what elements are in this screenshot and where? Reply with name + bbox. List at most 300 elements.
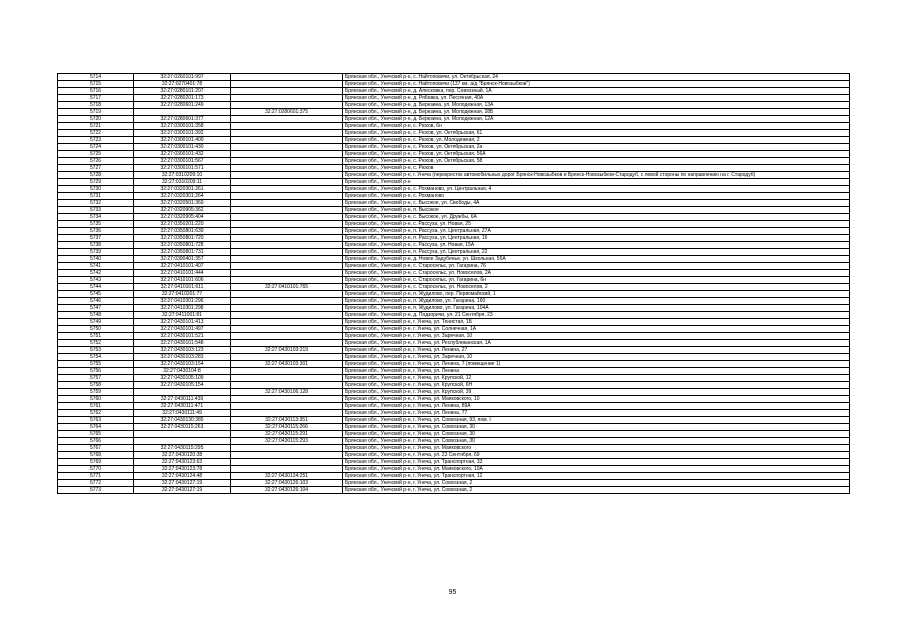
object-number-cell <box>231 95 343 102</box>
table-row <box>58 151 850 158</box>
object-number-cell <box>231 256 343 263</box>
cadastral-number-cell: 32:27:0280201:173 <box>134 95 231 102</box>
cadastral-number-cell: 32:27:0430115:295 <box>134 445 231 452</box>
cadastral-number-cell: 32:27:0320501:369 <box>134 200 231 207</box>
table-row <box>58 312 850 319</box>
row-number-cell: 5738 <box>58 242 134 249</box>
cadastral-number-cell: 32:27:0430105:109 <box>134 375 231 382</box>
object-number-cell <box>231 340 343 347</box>
object-number-cell: 32:27:0430115:293 <box>231 438 343 445</box>
object-number-cell <box>231 382 343 389</box>
cadastral-number-cell: 32:27:0410301:296 <box>134 298 231 305</box>
address-cell: Брянская обл., Унечский р-н, г. Унеча, ул. Совхозная, 30 <box>343 424 850 431</box>
object-number-cell <box>231 186 343 193</box>
cadastral-number-cell <box>134 109 231 116</box>
cadastral-number-cell: 32:27:0430111:439 <box>134 396 231 403</box>
row-number-cell: 5755 <box>58 361 134 368</box>
cadastral-number-cell: 32:27:0390401:357 <box>134 256 231 263</box>
table-row <box>58 116 850 123</box>
table-row <box>58 403 850 410</box>
row-number-cell: 5765 <box>58 431 134 438</box>
table-row <box>58 144 850 151</box>
table-row <box>58 368 850 375</box>
row-number-cell: 5715 <box>58 81 134 88</box>
cadastral-number-cell: 32:27:0430124:48 <box>134 473 231 480</box>
table-row <box>58 74 850 81</box>
table-row <box>58 326 850 333</box>
row-number-cell: 5740 <box>58 256 134 263</box>
cadastral-number-cell <box>134 438 231 445</box>
object-number-cell: 32:27:0410101:765 <box>231 284 343 291</box>
object-number-cell <box>231 221 343 228</box>
address-cell: Брянская обл., Унечский р-н, с. Рохманово <box>343 193 850 200</box>
table-body <box>58 74 850 494</box>
row-number-cell: 5754 <box>58 354 134 361</box>
page-number: 95 <box>448 589 457 596</box>
object-number-cell: 32:27:0430126:103 <box>231 480 343 487</box>
table-row <box>58 263 850 270</box>
row-number-cell: 5749 <box>58 319 134 326</box>
address-cell: Брянская обл., Унечский р-н, г. Унеча, ул. Транспортная, 33 <box>343 459 850 466</box>
table-row <box>58 291 850 298</box>
row-number-cell: 5731 <box>58 193 134 200</box>
row-number-cell: 5748 <box>58 312 134 319</box>
row-number-cell: 5723 <box>58 137 134 144</box>
table-row <box>58 389 850 396</box>
address-cell: Брянская обл., Унечский р-н, п. Рассуха, ул. Центральная, 27А <box>343 228 850 235</box>
row-number-cell: 5739 <box>58 249 134 256</box>
object-number-cell: 32:27:0430115:291 <box>231 431 343 438</box>
address-cell: Брянская обл., Унечский р-н, с. Рюхов, ул. Октябрьская, 2а <box>343 144 850 151</box>
cadastral-number-cell: 32:27:0350801:639 <box>134 228 231 235</box>
object-number-cell <box>231 200 343 207</box>
object-number-cell <box>231 123 343 130</box>
row-number-cell: 5752 <box>58 340 134 347</box>
object-number-cell <box>231 403 343 410</box>
object-number-cell <box>231 74 343 81</box>
address-cell: Брянская обл., Унечский р-н, п. Жудилово, ул. Гагарина, 160 <box>343 298 850 305</box>
object-number-cell: 32:27:0430124:251 <box>231 473 343 480</box>
cadastral-number-cell: 32:27:0430105:154 <box>134 382 231 389</box>
object-number-cell <box>231 333 343 340</box>
table-row <box>58 445 850 452</box>
table-row <box>58 466 850 473</box>
address-cell: Брянская обл., Унечский р-н, г. Унеча, ул. Тенистая, 1Б <box>343 319 850 326</box>
row-number-cell: 5756 <box>58 368 134 375</box>
address-cell: Брянская обл., Унечский р-н, г. Унеча, ул. Маяковского, 10 <box>343 396 850 403</box>
address-cell: Брянская обл., Унечский р-н, г. Унеча, ул. Крупской, 6Н <box>343 382 850 389</box>
cadastral-number-cell: 32:27:0430101:413 <box>134 319 231 326</box>
cadastral-number-cell: 32:27:0280601:249 <box>134 102 231 109</box>
cadastral-number-cell: 32:27:0411001:81 <box>134 312 231 319</box>
object-number-cell <box>231 326 343 333</box>
object-number-cell <box>231 165 343 172</box>
cadastral-number-cell: 32:27:0350801:728 <box>134 242 231 249</box>
row-number-cell: 5714 <box>58 74 134 81</box>
table-row <box>58 242 850 249</box>
row-number-cell: 5732 <box>58 200 134 207</box>
object-number-cell: 32:27:0430126:104 <box>231 487 343 494</box>
address-cell: Брянская обл., Унечский р-н, с. Рюхов, ул. Молодежная, 2 <box>343 137 850 144</box>
object-number-cell <box>231 144 343 151</box>
row-number-cell: 5773 <box>58 487 134 494</box>
address-cell: Брянская обл., Унечский р-н, с. Рассуха, ул. Новая, 25 <box>343 221 850 228</box>
address-cell: Брянская обл., Унечский р-н, с. Старосельє, ул. Гагарина, 6н <box>343 277 850 284</box>
cadastral-number-cell: 32:27:0430104:8 <box>134 368 231 375</box>
table-row <box>58 165 850 172</box>
cadastral-number-cell: 32:27:0300101:400 <box>134 137 231 144</box>
address-cell: Брянская обл., Унечский р-н, с. Рохманово, ул. Центральная, 4 <box>343 186 850 193</box>
table-row <box>58 109 850 116</box>
table-row <box>58 438 850 445</box>
address-cell: Брянская обл., Унечский р-н, г. Унеча, ул. Совхозная, 93, пом. I <box>343 417 850 424</box>
cadastral-number-cell: 32:27:0430127:19 <box>134 487 231 494</box>
table-row <box>58 179 850 186</box>
row-number-cell: 5736 <box>58 228 134 235</box>
address-cell: Брянская обл., Унечский р-н, д. Березина, ул. Молодежная, 12А <box>343 116 850 123</box>
row-number-cell: 5722 <box>58 130 134 137</box>
row-number-cell: 5724 <box>58 144 134 151</box>
cadastral-number-cell: 32:27:0300101:392 <box>134 130 231 137</box>
cadastral-number-cell: 32:27:0430101:548 <box>134 340 231 347</box>
row-number-cell: 5751 <box>58 333 134 340</box>
object-number-cell <box>231 277 343 284</box>
table-row <box>58 284 850 291</box>
object-number-cell <box>231 312 343 319</box>
table-row <box>58 137 850 144</box>
cadastral-number-cell: 32:27:0300101:358 <box>134 123 231 130</box>
table-row <box>58 319 850 326</box>
row-number-cell: 5759 <box>58 389 134 396</box>
address-cell: Брянская обл., Унечский р-н, д. Новое Задубенье, ул. Школьная, 55А <box>343 256 850 263</box>
table-row <box>58 459 850 466</box>
address-cell: Брянская обл., Унечский р-н, с. Старосельє, ул. Новоселов, 2А <box>343 270 850 277</box>
table-row <box>58 361 850 368</box>
object-number-cell <box>231 102 343 109</box>
table-row <box>58 375 850 382</box>
cadastral-number-cell: 32:27:0430101:497 <box>134 326 231 333</box>
address-cell: Брянская обл., Унечский р-н, г. Унеча, ул. Республиканская, 1А <box>343 340 850 347</box>
object-number-cell <box>231 130 343 137</box>
row-number-cell: 5768 <box>58 452 134 459</box>
address-cell: Брянская обл., Унечский р-н, с. Рассуха, ул. Новая, 15А <box>343 242 850 249</box>
table-row <box>58 298 850 305</box>
row-number-cell: 5757 <box>58 375 134 382</box>
cadastral-number-cell: 32:27:0410101:444 <box>134 270 231 277</box>
table-row <box>58 221 850 228</box>
address-cell: Брянская обл., Унечский р-н, п. Рассуха, ул. Центральная, 22 <box>343 249 850 256</box>
table-row <box>58 235 850 242</box>
address-cell: Брянская обл., Унечский р-н, г. Унеча, ул. Заречная, 10 <box>343 333 850 340</box>
row-number-cell: 5744 <box>58 284 134 291</box>
object-number-cell: 32:27:0430115:266 <box>231 424 343 431</box>
row-number-cell: 5745 <box>58 291 134 298</box>
cadastral-number-cell: 32:27:0350201:220 <box>134 221 231 228</box>
object-number-cell <box>231 410 343 417</box>
cadastral-number-cell: 32:27:0280601:377 <box>134 116 231 123</box>
table-row <box>58 452 850 459</box>
row-number-cell: 5726 <box>58 158 134 165</box>
table-row <box>58 333 850 340</box>
table-row <box>58 347 850 354</box>
address-cell: Брянская обл., Унечский р-н, г. Унеча, ул. Совхозная, 2 <box>343 487 850 494</box>
address-cell: Брянская обл., Унечский р-н, г. Унеча, ул. Крупской, 39 <box>343 389 850 396</box>
address-cell: Брянская обл., Унечский р-н, г. Унеча, ул. 23 Сентября, 69 <box>343 452 850 459</box>
cadastral-number-cell: 32:27:0310209:10 <box>134 172 231 179</box>
cadastral-number-cell: 32:27:0430123:63 <box>134 459 231 466</box>
address-cell: Брянская обл., Унечский р-н, п. Жудилово, ул. Гагарина, 104А <box>343 305 850 312</box>
address-cell: Брянская обл., Унечский р-н, с. Найтоповичи (137 км. а/д "Брянск-Новозыбков") <box>343 81 850 88</box>
cadastral-number-cell: 32:27:0410201:77 <box>134 291 231 298</box>
row-number-cell: 5771 <box>58 473 134 480</box>
table-row <box>58 410 850 417</box>
address-cell: Брянская обл., Унечский р-н, г. Унеча, ул. Ленина, 89А <box>343 403 850 410</box>
object-number-cell <box>231 179 343 186</box>
row-number-cell: 5719 <box>58 109 134 116</box>
row-number-cell: 5725 <box>58 151 134 158</box>
object-number-cell <box>231 459 343 466</box>
row-number-cell: 5746 <box>58 298 134 305</box>
cadastral-number-cell: 32:27:0270401:78 <box>134 81 231 88</box>
object-number-cell <box>231 263 343 270</box>
row-number-cell: 5758 <box>58 382 134 389</box>
table-row <box>58 249 850 256</box>
row-number-cell: 5743 <box>58 277 134 284</box>
object-number-cell <box>231 214 343 221</box>
cadastral-number-cell: 32:27:0320905:404 <box>134 214 231 221</box>
address-cell: Брянская обл., Унечский р-н, с. Старосельє, ул. Гагарина, 76 <box>343 263 850 270</box>
object-number-cell <box>231 158 343 165</box>
cadastral-number-cell: 32:27:0300101:567 <box>134 158 231 165</box>
table-row <box>58 354 850 361</box>
row-number-cell: 5727 <box>58 165 134 172</box>
table-row <box>58 130 850 137</box>
row-number-cell: 5734 <box>58 214 134 221</box>
row-number-cell: 5718 <box>58 102 134 109</box>
cadastral-number-cell: 32:27:0430123:78 <box>134 466 231 473</box>
row-number-cell: 5735 <box>58 221 134 228</box>
address-cell: Брянская обл., Унечский р-н, с. Рюхов, ул. Октябрьская, 61 <box>343 130 850 137</box>
cadastral-number-cell: 32:27:0410101:606 <box>134 277 231 284</box>
row-number-cell: 5760 <box>58 396 134 403</box>
address-cell: Брянская обл., Унечский р-н, г. Унеча, ул. Ленина, 27 <box>343 347 850 354</box>
table-row <box>58 473 850 480</box>
address-cell: Брянская обл., Унечский р-н, с. Высокое, ул. Дружбы, 6А <box>343 214 850 221</box>
row-number-cell: 5733 <box>58 207 134 214</box>
object-number-cell <box>231 88 343 95</box>
address-cell: Брянская обл., Унечский р-н, д. Березина, ул. Молодежная, 28Б <box>343 109 850 116</box>
address-cell: Брянская обл., Унечский р-н, г. Унеча, ул. Ленина, 77 <box>343 410 850 417</box>
object-number-cell: 32:27:0280601:375 <box>231 109 343 116</box>
table-row <box>58 480 850 487</box>
address-cell: Брянская обл., Унечский р-н, п. Рассуха, ул. Центральная, 16 <box>343 235 850 242</box>
cadastral-number-cell: 32:27:0300101:571 <box>134 165 231 172</box>
table-row <box>58 305 850 312</box>
address-cell: Брянская обл., Унечский р-н, г. Унеча, ул. Крупской, 12 <box>343 375 850 382</box>
cadastral-number-cell: 32:27:0310209:11 <box>134 179 231 186</box>
table-row <box>58 340 850 347</box>
cadastral-number-cell: 32:27:0410101:407 <box>134 263 231 270</box>
object-number-cell <box>231 298 343 305</box>
cadastral-number-cell: 32:27:0300101:430 <box>134 144 231 151</box>
address-cell: Брянская обл., Унечский р-н, с. Старосельє, ул. Новоселов, 2 <box>343 284 850 291</box>
address-cell: Брянская обл., Унечский р-н, г. Унеча, ул. Ленина, 7 (помещение 1) <box>343 361 850 368</box>
address-cell: Брянская обл., Унечский р-н, г. Унеча, ул. Совхозная, 30 <box>343 431 850 438</box>
table-row <box>58 382 850 389</box>
object-number-cell <box>231 396 343 403</box>
cadastral-number-cell: 32:27:0430127:19 <box>134 480 231 487</box>
object-number-cell <box>231 305 343 312</box>
object-number-cell <box>231 193 343 200</box>
address-cell: Брянская обл., Унечский р-н, с. Рюхов, ул. Октябрьская, 56А <box>343 151 850 158</box>
object-number-cell <box>231 445 343 452</box>
object-number-cell <box>231 242 343 249</box>
address-cell: Брянская обл., Унечский р-н, г. Унеча, ул. Заречная, 10 <box>343 354 850 361</box>
row-number-cell: 5763 <box>58 417 134 424</box>
table-row <box>58 200 850 207</box>
row-number-cell: 5750 <box>58 326 134 333</box>
table-row <box>58 102 850 109</box>
address-cell: Брянская обл., Унечский р-н, г. Унеча, ул. Солнечная, 1А <box>343 326 850 333</box>
address-cell: Брянская обл., Унечский р-н, д. Рябовка, ул. Песочная, 40А <box>343 95 850 102</box>
row-number-cell: 5716 <box>58 88 134 95</box>
address-cell: Брянская обл., Унечский р-н, г. Унеча, ул. Совхозная, 30 <box>343 438 850 445</box>
object-number-cell <box>231 81 343 88</box>
address-cell: Брянская обл., Унечский р-н, п. Жудилово, пер. Первомайский, 1 <box>343 291 850 298</box>
table-row <box>58 256 850 263</box>
address-cell: Брянская обл., Унечский р-н, п. Высокое <box>343 207 850 214</box>
row-number-cell: 5742 <box>58 270 134 277</box>
address-cell: Брянская обл., Унечский р-н, г. Унеча, ул. Маяковского, 10А <box>343 466 850 473</box>
object-number-cell <box>231 137 343 144</box>
object-number-cell <box>231 207 343 214</box>
table-row <box>58 270 850 277</box>
address-cell: Брянская обл., Унечский р-н, г. Унеча, ул. Транспортная, 12 <box>343 473 850 480</box>
address-cell: Брянская обл., Унечский р-н, с. Высокое, ул. Свободы, 4А <box>343 200 850 207</box>
object-number-cell <box>231 354 343 361</box>
row-number-cell: 5770 <box>58 466 134 473</box>
cadastral-number-cell: 32:27:0430101:521 <box>134 333 231 340</box>
object-number-cell: 32:27:0430103:301 <box>231 361 343 368</box>
object-number-cell: 32:27:0430113:351 <box>231 417 343 424</box>
address-cell: Брянская обл., Унечский р-н, г. Унеча (перекресток автомобильных дорог Брянск-Новозыбков и Брянск-Новозыбков-Стародуб, с левой стороны по направлению на г. Стародуб) <box>343 172 850 179</box>
cadastral-number-cell: 32:27:0320905:362 <box>134 207 231 214</box>
table-row <box>58 277 850 284</box>
cadastral-number-cell: 32:27:0430103:123 <box>134 347 231 354</box>
row-number-cell: 5747 <box>58 305 134 312</box>
object-number-cell <box>231 375 343 382</box>
address-cell: Брянская обл., Унечский р-н, д. Алесковка, пер. Совхозный, 1А <box>343 88 850 95</box>
address-cell: Брянская обл., Унечский р-н, с. Рюхов, 6н <box>343 123 850 130</box>
cadastral-number-cell: 32:27:0350801:731 <box>134 249 231 256</box>
cadastral-number-cell: 32:27:0430120:38 <box>134 452 231 459</box>
cadastral-number-cell: 32:27:0350801:720 <box>134 235 231 242</box>
object-number-cell <box>231 319 343 326</box>
row-number-cell: 5720 <box>58 116 134 123</box>
cadastral-number-cell: 32:27:0280101:207 <box>134 88 231 95</box>
object-number-cell <box>231 235 343 242</box>
cadastral-number-cell <box>134 389 231 396</box>
address-cell: Брянская обл., Унечский р-н <box>343 179 850 186</box>
address-cell: Брянская обл., Унечский р-н, с. Рюхов <box>343 165 850 172</box>
cadastral-number-cell: 32:27:0410101:611 <box>134 284 231 291</box>
row-number-cell: 5737 <box>58 235 134 242</box>
row-number-cell: 5767 <box>58 445 134 452</box>
row-number-cell: 5762 <box>58 410 134 417</box>
object-number-cell <box>231 151 343 158</box>
object-number-cell <box>231 270 343 277</box>
table-row <box>58 88 850 95</box>
row-number-cell: 5761 <box>58 403 134 410</box>
row-number-cell: 5721 <box>58 123 134 130</box>
object-number-cell <box>231 291 343 298</box>
row-number-cell: 5764 <box>58 424 134 431</box>
cadastral-number-cell <box>134 431 231 438</box>
table-row <box>58 424 850 431</box>
address-cell: Брянская обл., Унечский р-н, с. Рюхов, ул. Октябрьская, 58 <box>343 158 850 165</box>
row-number-cell: 5766 <box>58 438 134 445</box>
cadastral-number-cell: 32:27:0430111:49 <box>134 410 231 417</box>
cadastral-number-cell: 32:27:0320301:261 <box>134 186 231 193</box>
cadastral-number-cell: 32:27:0430103:154 <box>134 361 231 368</box>
table-row <box>58 207 850 214</box>
cadastral-number-cell: 32:27:0410301:298 <box>134 305 231 312</box>
address-cell: Брянская обл., Унечский р-н, г. Унеча, ул. Маяковского <box>343 445 850 452</box>
row-number-cell: 5772 <box>58 480 134 487</box>
object-number-cell <box>231 172 343 179</box>
row-number-cell: 5741 <box>58 263 134 270</box>
table-row <box>58 158 850 165</box>
row-number-cell: 5717 <box>58 95 134 102</box>
cadastral-number-cell: 32:27:0260101:997 <box>134 74 231 81</box>
object-number-cell <box>231 452 343 459</box>
table-row <box>58 172 850 179</box>
row-number-cell: 5728 <box>58 172 134 179</box>
cadastral-table <box>57 73 850 494</box>
object-number-cell: 32:27:0430103:219 <box>231 347 343 354</box>
table-row <box>58 95 850 102</box>
table-row <box>58 228 850 235</box>
cadastral-number-cell: 32:27:0430103:283 <box>134 354 231 361</box>
cadastral-number-cell: 32:27:0320301:264 <box>134 193 231 200</box>
table-row <box>58 186 850 193</box>
row-number-cell: 5729 <box>58 179 134 186</box>
address-cell: Брянская обл., Унечский р-н, д. Березина, ул. Молодежная, 13А <box>343 102 850 109</box>
cadastral-number-cell: 32:27:0430115:263 <box>134 424 231 431</box>
cadastral-number-cell: 32:27:0430130:385 <box>134 417 231 424</box>
object-number-cell <box>231 116 343 123</box>
cadastral-number-cell: 32:27:0430111:471 <box>134 403 231 410</box>
table-row <box>58 214 850 221</box>
address-cell: Брянская обл., Унечский р-н, с. Найтоповичи, ул. Октябрьская, 24 <box>343 74 850 81</box>
table-row <box>58 81 850 88</box>
table-row <box>58 417 850 424</box>
object-number-cell <box>231 249 343 256</box>
table-row <box>58 487 850 494</box>
row-number-cell: 5753 <box>58 347 134 354</box>
table-row <box>58 123 850 130</box>
address-cell: Брянская обл., Унечский р-н, г. Унеча, ул. Ленина <box>343 368 850 375</box>
row-number-cell: 5730 <box>58 186 134 193</box>
table-row <box>58 431 850 438</box>
object-number-cell <box>231 368 343 375</box>
table-row <box>58 193 850 200</box>
object-number-cell: 32:27:0430106:128 <box>231 389 343 396</box>
row-number-cell: 5769 <box>58 459 134 466</box>
table-row <box>58 396 850 403</box>
address-cell: Брянская обл., Унечский р-н, г. Унеча, ул. Совхозная, 2 <box>343 480 850 487</box>
address-cell: Брянская обл., Унечский р-н, д. Подзоричи, ул. 21 Сентября, 23 <box>343 312 850 319</box>
